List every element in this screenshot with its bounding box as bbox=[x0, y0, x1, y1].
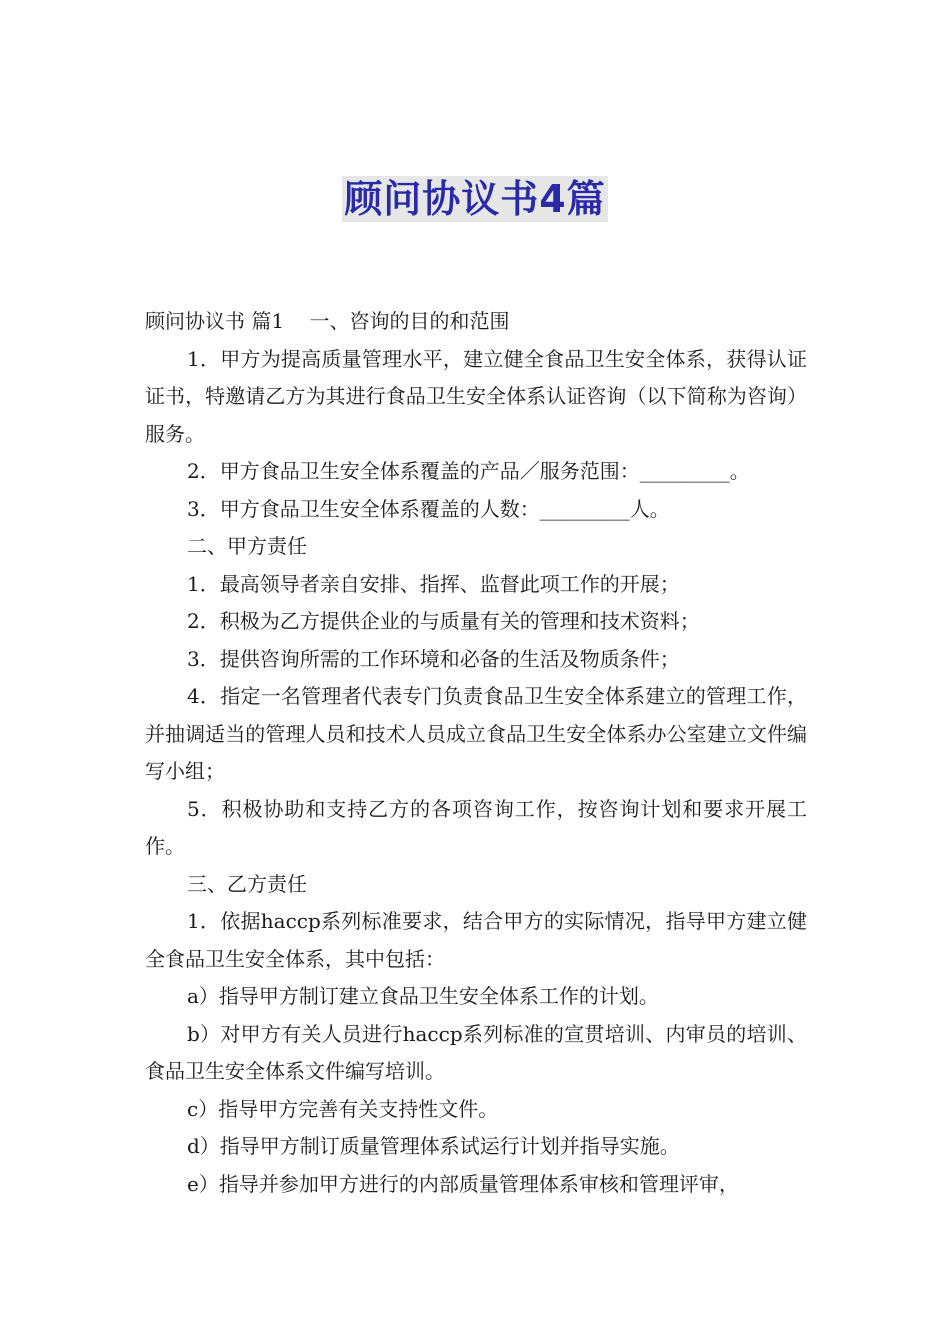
paragraph: 1．依据haccp系列标准要求，结合甲方的实际情况，指导甲方建立健全食品卫生安全体系，其中包括： bbox=[145, 909, 807, 971]
paragraph: 3．提供咨询所需的工作环境和必备的生活及物质条件； bbox=[187, 646, 680, 671]
document-body bbox=[145, 303, 807, 1203]
paragraph: 2．积极为乙方提供企业的与质量有关的管理和技术资料； bbox=[187, 609, 700, 633]
document-title: 顾问协议书4篇 bbox=[344, 177, 606, 221]
paragraph: 4．指定一名管理者代表专门负责食品卫生安全体系建立的管理工作，并抽调适当的管理人员和技术人员成立食品卫生安全体系办公室建立文件编写小组； bbox=[145, 684, 807, 783]
paragraph: c）指导甲方完善有关支持性文件。 bbox=[187, 1096, 499, 1121]
section-heading: 二、甲方责任 bbox=[187, 534, 307, 558]
title-container bbox=[0, 176, 950, 222]
paragraph: b）对甲方有关人员进行haccp系列标准的宣贯培训、内审员的培训、食品卫生安全体系文件编写培训。 bbox=[145, 1021, 807, 1083]
paragraph: 2．甲方食品卫生安全体系覆盖的产品／服务范围：_________。 bbox=[187, 459, 750, 483]
paragraph-heading-1: 顾问协议书 篇1 一、咨询的目的和范围 bbox=[145, 309, 510, 333]
paragraph: 1．最高领导者亲自安排、指挥、监督此项工作的开展； bbox=[187, 571, 680, 596]
paragraph: a）指导甲方制订建立食品卫生安全体系工作的计划。 bbox=[187, 984, 659, 1008]
paragraph: d）指导甲方制订质量管理体系试运行计划并指导实施。 bbox=[187, 1134, 680, 1158]
paragraph: 5．积极协助和支持乙方的各项咨询工作，按咨询计划和要求开展工作。 bbox=[145, 796, 807, 858]
section-heading: 三、乙方责任 bbox=[187, 871, 307, 896]
paragraph: e）指导并参加甲方进行的内部质量管理体系审核和管理评审， bbox=[187, 1171, 739, 1196]
paragraph: 1．甲方为提高质量管理水平，建立健全食品卫生安全体系，获得认证证书，特邀请乙方为其进行食品卫生安全体系认证咨询（以下简称为咨询）服务。 bbox=[145, 346, 807, 446]
paragraph: 3．甲方食品卫生安全体系覆盖的人数：_________人。 bbox=[187, 496, 670, 521]
